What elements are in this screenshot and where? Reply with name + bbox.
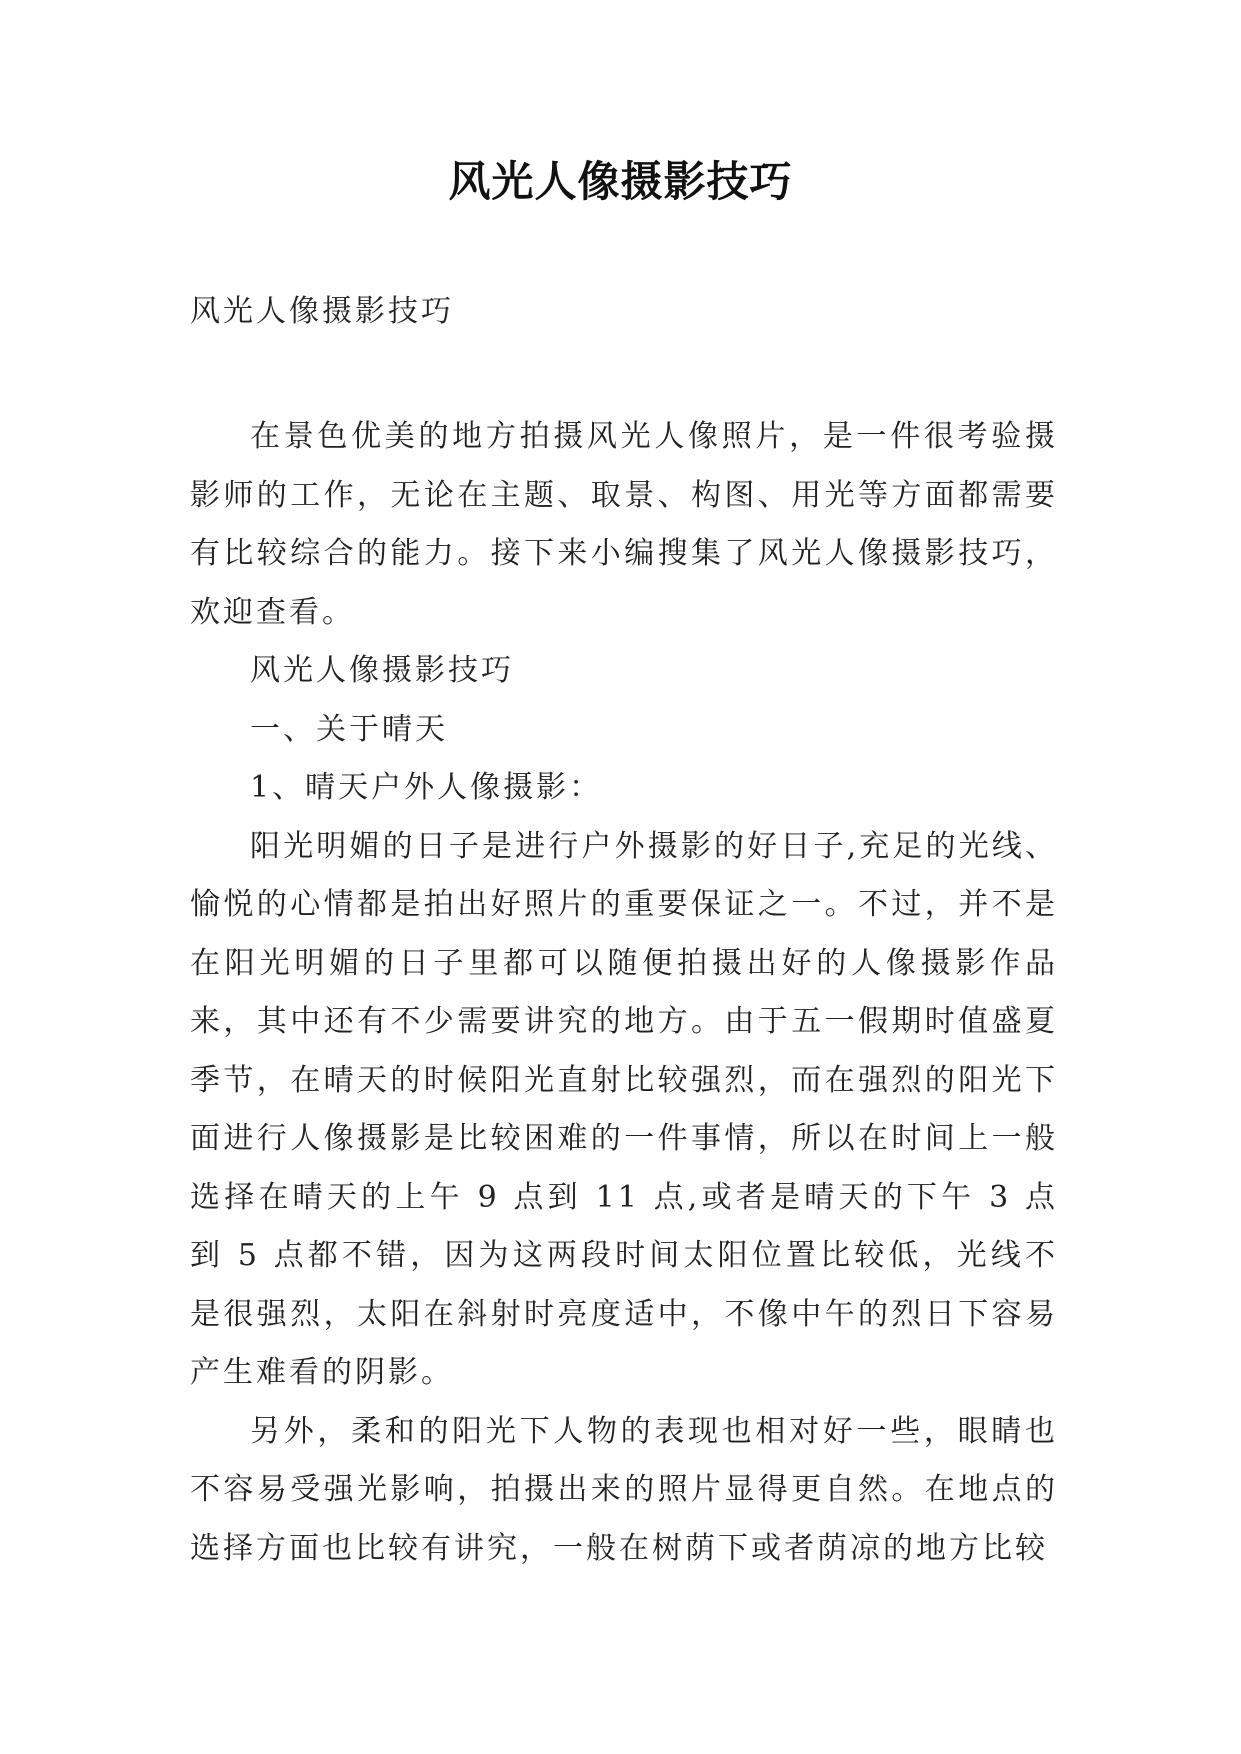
document-subtitle: 风光人像摄影技巧 (190, 294, 454, 329)
paragraph-section-heading: 风光人像摄影技巧 (250, 653, 514, 688)
document-title: 风光人像摄影技巧 (448, 157, 793, 206)
paragraph-heading-sunny: 一、关于晴天 (250, 711, 448, 747)
paragraph-soft-light: 另外，柔和的阳光下人物的表现也相对好一些，眼睛也不容易受强光影响，拍摄出来的照片显得更自然。在地点的选择方面也比较有讲究，一般在树荫下或者荫凉的地方比较 (190, 1413, 1058, 1566)
paragraph-intro: 在景色优美的地方拍摄风光人像照片，是一件很考验摄影师的工作，无论在主题、取景、构图、用光等方面都需要有比较综合的能力。接下来小编搜集了风光人像摄影技巧，欢迎查看。 (190, 419, 1058, 630)
paragraph-sunny-day: 阳光明媚的日子是进行户外摄影的好日子,充足的光线、愉悦的心情都是拍出好照片的重要保证之一。不过，并不是在阳光明媚的日子里都可以随便拍摄出好的人像摄影作品来，其中还有不少需要讲究的地方。由于五一假期时值盛夏季节，在晴天的时候阳光直射比较强烈，而在强烈的阳光下面进行人像摄影是比较困难的一件事情，所以在时间上一般选择在晴天的上午 9 点到 11 点,或者是晴天的下午 3 点到 5 点都不错，因为这两段时间太阳位置比较低，光线不是很强烈，太阳在斜射时亮度适中，不像中午的烈日下容易产生难看的阴影。 (190, 828, 1058, 1390)
paragraph-subheading-outdoor: 1、晴天户外人像摄影： (250, 770, 603, 805)
document-body (190, 408, 1058, 1578)
